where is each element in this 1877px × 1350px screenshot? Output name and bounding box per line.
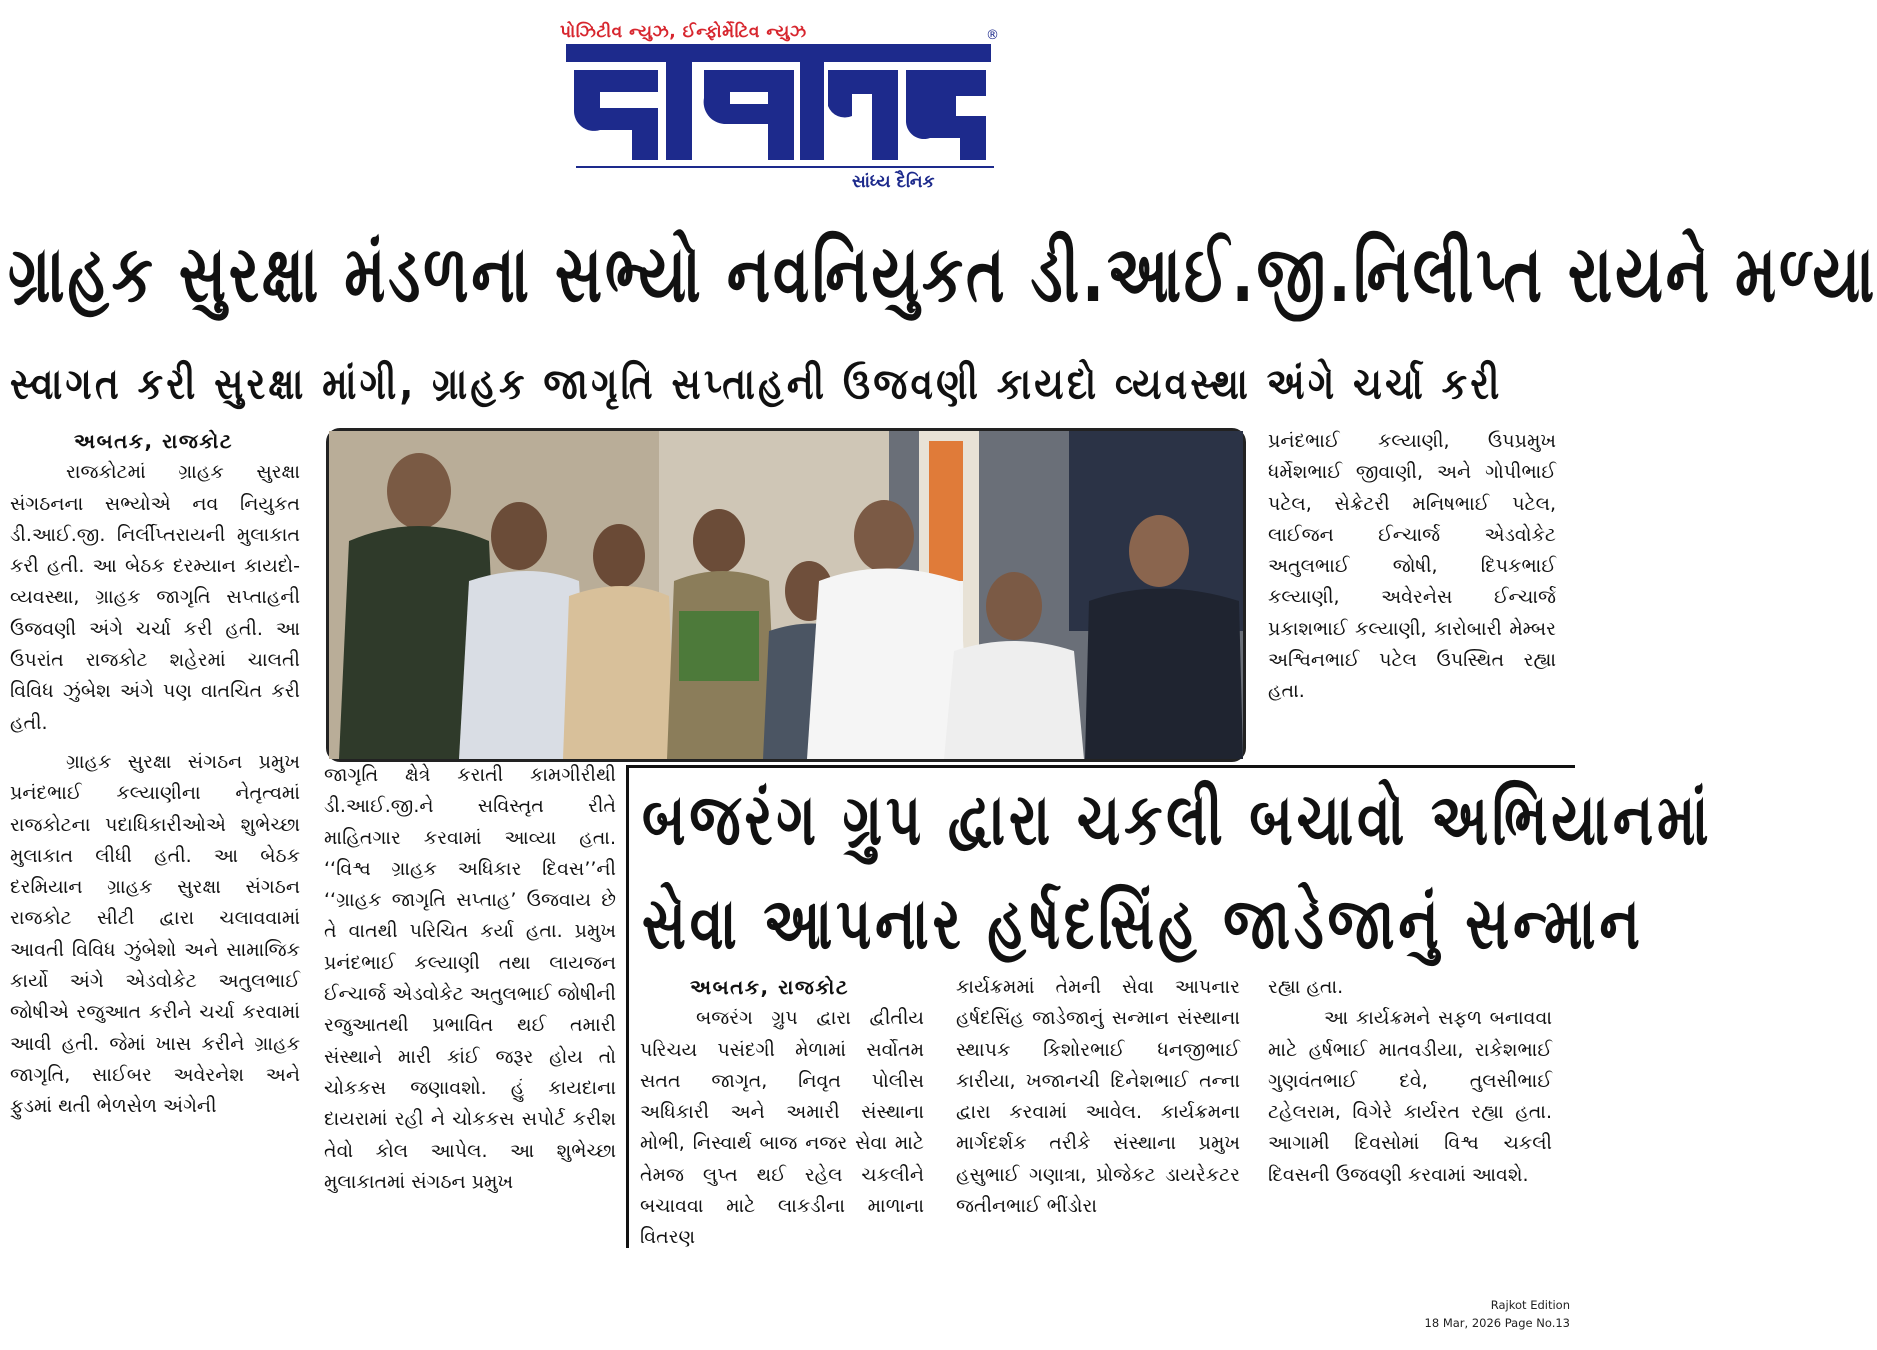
article2-headline-line-1: બજરંગ ગ્રુપ દ્વારા ચકલી બચાવો અભિયાનમાં [642, 778, 1713, 862]
article1-paragraph-2: ગ્રાહક સુરક્ષા સંગઠન પ્રમુખ પ્રનંદભાઈ કલ્યાણીના નેતૃત્વમાં રાજકોટના પદાધિકારીઓએ શુભેચ્છા મુલાકાત લીધી હતી. આ બેઠક દરમિયાન ગ્રાહક સુરક્ષા સંગઠન રાજકોટ સીટી દ્વારા ચલાવવામાં આવતી વિવિધ ઝુંબેશો અને સામાજિક કાર્યો અંગે એડવોકેટ અતુલભાઈ જોષીએ રજુઆત કરીને ચર્ચા કરવામાં આવી હતી. જેમાં ખાસ કરીને ગ્રાહક જાગૃતિ, સાઈબર અવેરનેશ અને ફુડમાં થતી ભેળસેળ અંગેની [10, 750, 300, 1118]
article2-column-2-text: કાર્યક્રમમાં તેમની સેવા આપનાર હર્ષદસિંહ જાડેજાનું સન્માન સંસ્થાના સ્થાપક કિશોરભાઈ ધનજીભાઈ કારીયા, ખજાનચી દિનેશભાઈ તન્ના દ્વારા કરવામાં આવેલ. કાર્યક્રમના માર્ગદર્શક તરીકે સંસ્થાના પ્રમુખ હસુભાઈ ગણાત્રા, પ્રોજેકટ ડાયરેકટર જતીનભાઈ ભીંડોરા [956, 976, 1240, 1218]
registered-mark: ® [986, 28, 999, 43]
article2-column-1 [640, 972, 924, 1254]
article1-photo [326, 428, 1246, 762]
article1-column-2-text: જાગૃતિ ક્ષેત્રે કરાતી કામગીરીથી ડી.આઈ.જી.ને સવિસ્તૃત રીતે માહિતગાર કરવામાં આવ્યા હતા. ‘‘વિશ્વ ગ્રાહક અધિકાર દિવસ’’ની ‘‘ગ્રાહક જાગૃતિ સપ્તાહ’ ઉજવાય છે તે વાતથી પરિચિત કર્યા હતા. પ્રમુખ પ્રનંદભાઈ કલ્યાણી તથા લાયજન ઈન્ચાર્જ એડવોકેટ અતુલભાઈ જોષીની રજુઆતથી પ્રભાવિત થઈ તમારી સંસ્થાને મારી કાંઈ જરૂર હોય તો ચોકકસ જણાવશો. હું કાયદાના દાયરામાં રહી ને ચોકકસ સપોર્ટ કરીશ તેવો કોલ આપેલ. આ શુભેચ્છા મુલાકાતમાં સંગઠન પ્રમુખ [324, 764, 616, 1193]
article2-column-3-opening: રહ્યા હતા. [1268, 976, 1344, 998]
page-footer [1425, 1296, 1570, 1332]
article1-column-right [1268, 426, 1556, 708]
article1-column-2 [324, 760, 616, 1198]
brand-logo [566, 44, 991, 162]
article2-headline-line-2: સેવા આપનાર હર્ષદસિંહ જાડેજાનું સન્માન [642, 882, 1644, 966]
masthead-tagline: પોઝિટીવ ન્યુઝ, ઈન્ફોર્મેટિવ ન્યુઝ [560, 22, 807, 42]
article1-headline: ગ્રાહક સુરક્ષા મંડળના સભ્યો નવનિયુકત ડી.આઈ.જી.નિલીપ્ત રાયને મળ્યા [8, 228, 1877, 320]
article1-dateline: અબતક, રાજકોટ [74, 429, 234, 453]
article2-column-3 [1268, 972, 1552, 1191]
date-page-label: 18 Mar, 2026 Page No.13 [1424, 1316, 1570, 1330]
article1-column-1 [10, 426, 300, 1123]
article2-column-1-text: બજરંગ ગ્રુપ દ્વારા દ્વીતીય પરિચય પસંદગી મેળામાં સર્વોતમ સતત જાગૃત, નિવૃત પોલીસ અધિકારી અને અમારી સંસ્થાના મોભી, નિસ્વાર્થ બાજ નજર સેવા માટે તેમજ લુપ્ત થઈ રહેલ ચકલીને બચાવવા માટે લાકડીના માળાના વિતરણ [640, 1007, 924, 1249]
article2-column-3-text: આ કાર્યક્રમને સફળ બનાવવા માટે હર્ષભાઈ માતવડીયા, રાકેશભાઈ ગુણવંતભાઈ દવે, તુલસીભાઈ ટહેલરામ, વિગેરે કાર્યરત રહ્યા હતા. આગામી દિવસોમાં વિશ્વ ચકલી દિવસની ઉજવણી કરવામાં આવશે. [1268, 1007, 1552, 1186]
article1-paragraph-1: રાજકોટમાં ગ્રાહક સુરક્ષા સંગઠનના સભ્યોએ નવ નિયુકત ડી.આઈ.જી. નિર્લીપ્તરાયની મુલાકાત કરી હતી. આ બેઠક દરમ્યાન કાયદો-વ્યવસ્થા, ગ્રાહક જાગૃતિ સપ્તાહની ઉજવણી અંગે ચર્ચા કરી હતી. આ ઉપરાંત રાજકોટ શહેરમાં ચાલતી વિવિધ ઝુંબેશ અંગે પણ વાતચિત કરી હતી. [10, 461, 300, 734]
article1-column-right-text: પ્રનંદભાઈ કલ્યાણી, ઉપપ્રમુખ ધર્મેશભાઈ જીવાણી, અને ગોપીભાઈ પટેલ, સેક્રેટરી મનિષભાઈ પટેલ, લાઈજન ઈન્ચાર્જ એડવોકેટ અતુલભાઈ જોષી, દિપકભાઈ કલ્યાણી, અવેરનેસ ઈન્ચાર્જ પ્રકાશભાઈ કલ્યાણી, કારોબારી મેમ્બર અશ્વિનભાઈ પટેલ ઉપસ્થિત રહ્યા હતા. [1268, 430, 1556, 703]
article1-subheadline: સ્વાગત કરી સુરક્ષા માંગી, ગ્રાહક જાગૃતિ સપ્તાહની ઉજવણી કાયદો વ્યવસ્થા અંગે ચર્ચા કરી [10, 360, 1503, 410]
edition-label: Rajkot Edition [1490, 1298, 1570, 1312]
group-photo-image [329, 431, 1243, 759]
masthead-divider [576, 166, 994, 168]
brand-logo-graphic [566, 44, 991, 162]
article2-column-2 [956, 972, 1240, 1222]
article2-dateline: અબતક, રાજકોટ [690, 975, 850, 999]
masthead-subtitle: સાંધ્ય દૈનિક [852, 172, 935, 192]
